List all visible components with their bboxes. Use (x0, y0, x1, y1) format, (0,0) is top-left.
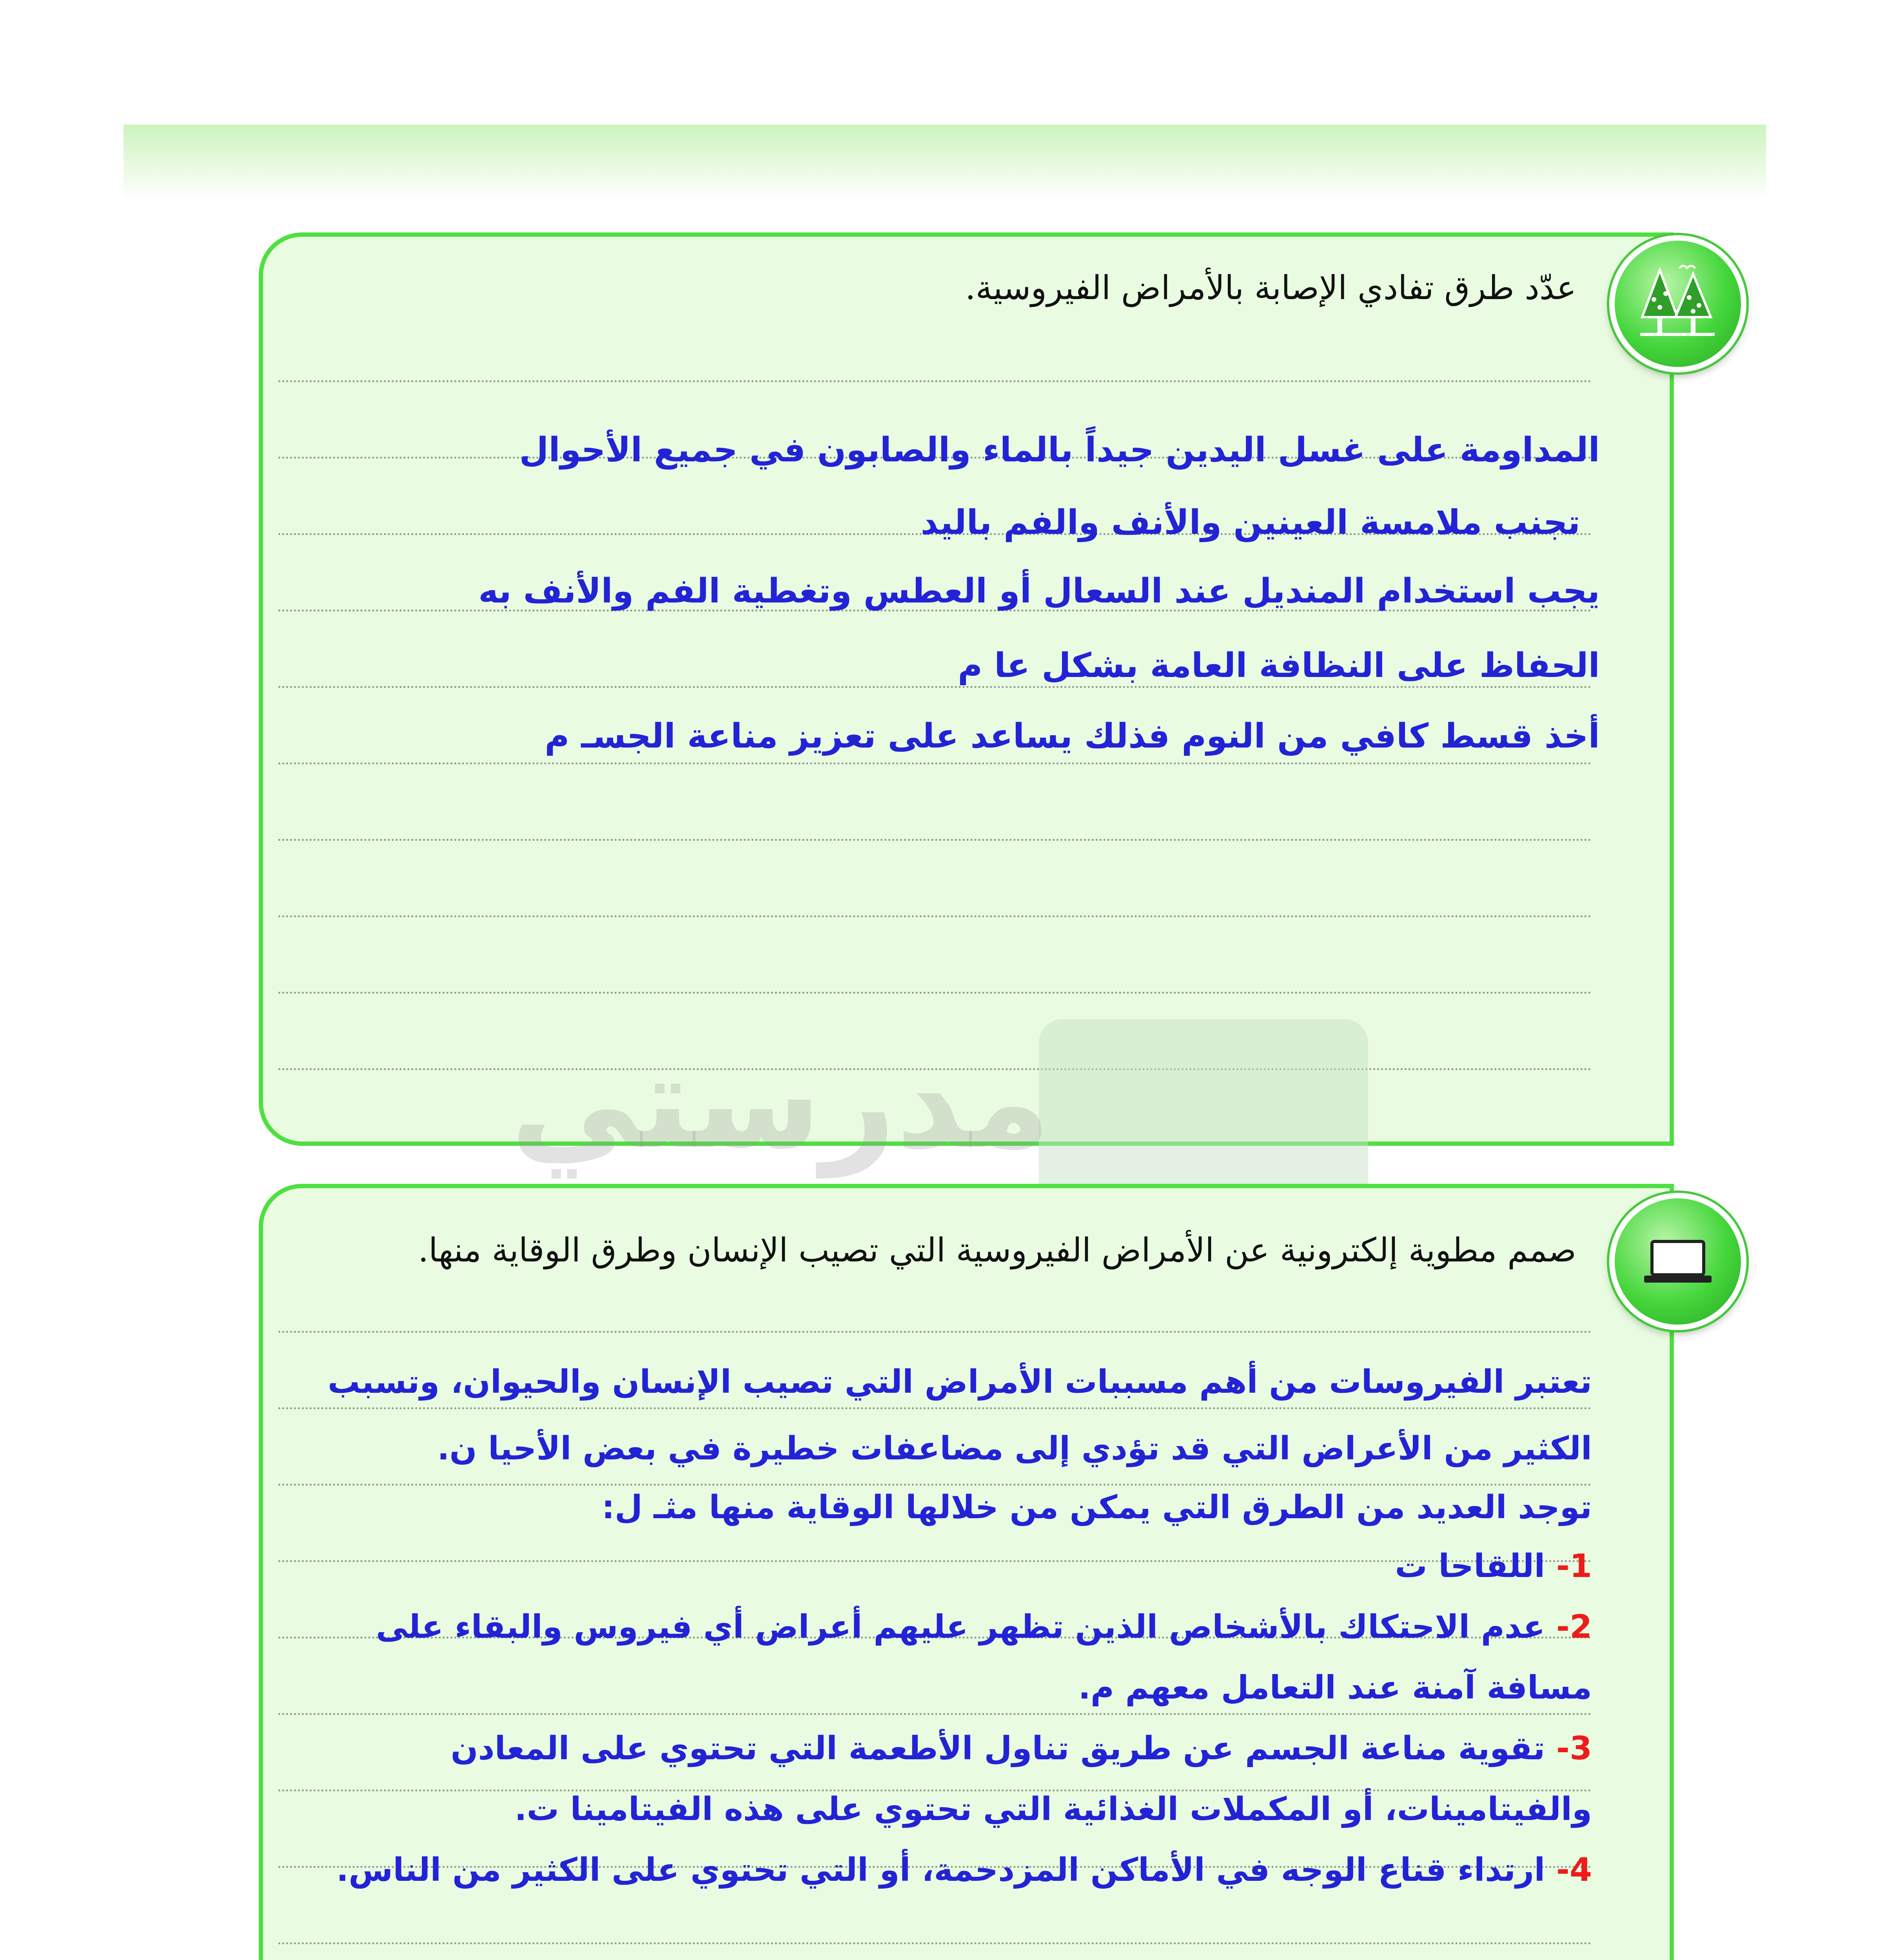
answer-rule (278, 839, 1592, 841)
list-item-number: 2- (1556, 1608, 1592, 1646)
activity-badge-1 (1609, 235, 1746, 372)
list-item-text: عدم الاحتكاك بالأشخاص الذين تظهر عليهم أعراض أي فيروس والبقاء على (376, 1608, 1545, 1646)
laptop-icon (1632, 1216, 1723, 1307)
list-item (376, 1608, 1592, 1646)
answer-line: المداومة على غسل اليدين جيداً بالماء والصابون في جميع الأحوال (519, 430, 1600, 470)
answer-rule (278, 1942, 1592, 1944)
activity-badge-2 (1609, 1193, 1746, 1330)
list-item-number: 1- (1556, 1548, 1592, 1585)
answer-rule (278, 380, 1592, 382)
activity-panel-1 (259, 232, 1674, 1146)
answer-rule (278, 1407, 1592, 1409)
list-item (450, 1730, 1592, 1767)
list-item (1395, 1550, 1592, 1583)
list-item-text: تقوية مناعة الجسم عن طريق تناول الأطعمة التي تحتوي على المعادن (450, 1730, 1545, 1767)
list-item-number: 4- (1556, 1851, 1592, 1889)
answer-line: تجنب ملامسة العينين والأنف والفم باليد (920, 503, 1580, 542)
list-item (336, 1851, 1592, 1889)
activity-2-prompt: صمم مطوية إلكترونية عن الأمراض الفيروسية التي تصيب الإنسان وطرق الوقاية منها. (418, 1231, 1576, 1269)
answer-line: أخذ قسط كافي من النوم فذلك يساعد على تعزيز مناعة الجسـ م (545, 717, 1600, 756)
answer-rule (278, 992, 1592, 994)
intro-line: تعتبر الفيروسات من أهم مسببات الأمراض التي تصيب الإنسان والحيوان، وتسبب (327, 1363, 1592, 1401)
intro-line: الكثير من الأعراض التي قد تؤدي إلى مضاعفات خطيرة في بعض الأحيا ن. (437, 1430, 1592, 1467)
list-item-continuation: مسافة آمنة عند التعامل معهم م. (1078, 1669, 1592, 1706)
activity-1-prompt: عدّد طرق تفادي الإصابة بالأمراض الفيروسية. (965, 269, 1576, 307)
intro-line: توجد العديد من الطرق التي يمكن من خلالها الوقاية منها مثـ ل: (602, 1489, 1592, 1526)
answer-rule (278, 1713, 1592, 1715)
answer-rule (278, 686, 1592, 688)
list-item-continuation: والفيتامينات، أو المكملات الغذائية التي تحتوي على هذه الفيتامينا ت. (514, 1791, 1592, 1828)
answer-rule (278, 915, 1592, 917)
list-item-text: اللقاحا ت (1395, 1548, 1545, 1585)
answer-line: يجب استخدام المنديل عند السعال أو العطس وتغطية الفم والأنف به (478, 572, 1600, 611)
answer-rule (278, 1331, 1592, 1333)
answer-rule (278, 1484, 1592, 1486)
trees-icon (1632, 258, 1723, 349)
watermark-title: مدرستي (510, 1027, 1051, 1178)
answer-rule (278, 762, 1592, 764)
header-band (123, 125, 1766, 199)
list-item-text: ارتداء قناع الوجه في الأماكن المزدحمة، أو التي تحتوي على الكثير من الناس. (336, 1851, 1545, 1889)
answer-line: الحفاظ على النظافة العامة بشكل عا م (958, 646, 1600, 685)
list-item-number: 3- (1556, 1730, 1592, 1767)
